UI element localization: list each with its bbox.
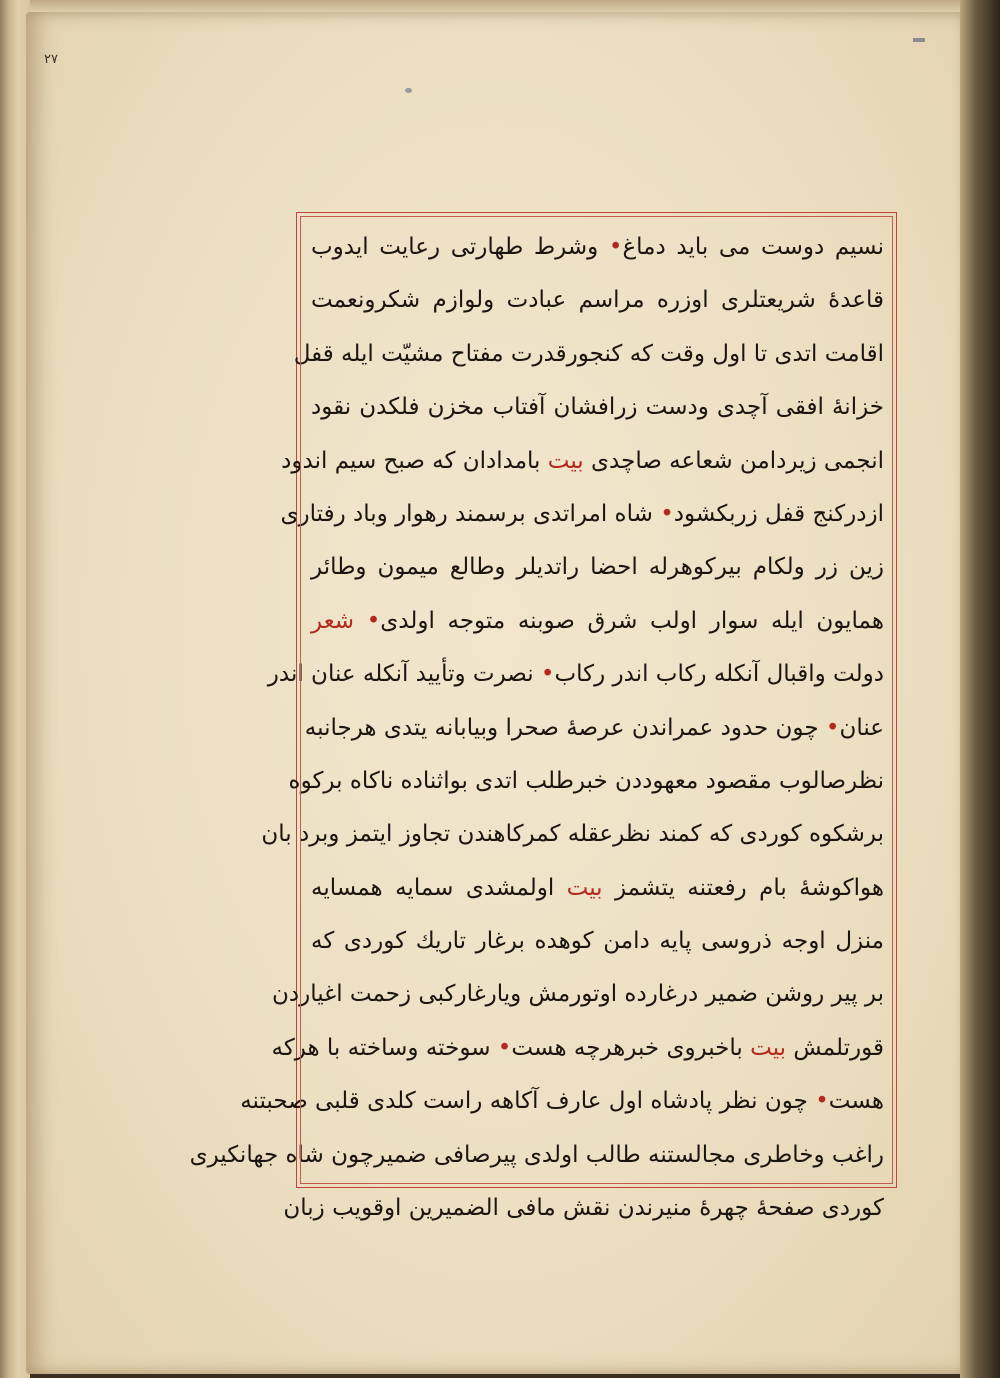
text-line [189, 1129, 884, 1182]
line-text: چون حدود عمراندن عرصهٔ صحرا وبیابانه یتدی هرجانبه [304, 714, 826, 741]
line-text: خزانهٔ افقی آچدی ودست زرافشان آفتاب مخزن فلکدن نقود [311, 394, 884, 421]
line-text: سوخته وساخته با هرکه [271, 1034, 498, 1061]
text-line [311, 381, 884, 434]
line-text: نسیم دوست می باید دماغ [622, 234, 884, 260]
line-text: زین زر ولکام بیرکوهرله احضا راتدیلر وطالع میمون وطائر [311, 554, 884, 581]
text-line [280, 488, 884, 541]
text-line [311, 274, 884, 327]
line-text: شاه امراتدی برسمند رهوار وباد رفتاری [280, 500, 661, 527]
text-line [311, 915, 884, 968]
rubric-text: بیت [750, 1034, 787, 1061]
line-text: راغب وخاطری مجالستنه طالب اولدی پیرصافی ضمیرچون شاه جهانکیری [189, 1141, 884, 1168]
rubric-text: • [815, 1088, 829, 1115]
line-text: منزل اوجه ذروسی پایه دامن کوهده برغار تاریك کوردی که [311, 928, 884, 955]
text-frame [189, 212, 897, 1222]
text-line [311, 221, 884, 274]
text-line [311, 862, 884, 915]
folio-number: ٢٧ [44, 52, 58, 67]
text-line [304, 702, 884, 755]
line-text: عنان [839, 714, 884, 741]
line-text: اقامت اتدی تا اول وقت که کنجورقدرت مفتاح مشیّت ایله قفل [293, 340, 884, 367]
rubric-text: • [660, 500, 674, 527]
line-text: بامدادان که صبح سیم اندود [281, 447, 548, 474]
text-line [267, 648, 884, 701]
rubric-text: بیت [547, 447, 584, 474]
line-text: باخبروی خبرهرچه هست [511, 1034, 751, 1061]
line-text: نظرصالوب مقصود معهوددن خبرطلب اتدی بواثناده ناکاه برکوه [288, 767, 884, 794]
binding-gutter [960, 0, 1000, 1378]
text-line [311, 595, 884, 648]
line-text: وشرط طهارتی رعایت ایدوب [311, 234, 609, 260]
rubric-text: • [608, 234, 623, 260]
text-line [271, 968, 884, 1021]
rubric-text: • [540, 661, 555, 688]
rubric-text: • [497, 1034, 512, 1061]
text-line [281, 435, 884, 488]
text-line [271, 1022, 884, 1075]
text-line [293, 328, 884, 381]
rubric-text: • شعر [311, 607, 381, 634]
line-text: قورتلمش [786, 1034, 884, 1061]
line-text: قاعدهٔ شریعتلری اوزره مراسم عبادت ولوازم شکرونعمت [311, 287, 884, 314]
line-text: هواکوشهٔ بام رفعتنه یتشمز [602, 874, 884, 901]
line-text: دولت واقبال آنکله رکاب اندر رکاب [554, 661, 884, 688]
text-line [240, 1075, 884, 1128]
line-text: بر پیر روشن ضمیر درغارده اوتورمش ویارغارکبی زحمت اغیاردن [271, 981, 884, 1008]
line-text: انجمی زیردامن شعاعه صاچدی [583, 447, 884, 474]
ink-spot [405, 88, 412, 93]
text-line [283, 1182, 884, 1235]
text-line [311, 541, 884, 594]
rubric-text: • [825, 714, 840, 741]
line-text: اولمشدی سمایه همسایه [311, 874, 567, 901]
line-text: نصرت وتأیید آنکله عنان اندر [267, 661, 541, 688]
line-text: برشکوه کوردی که کمند نظرعقله کمرکاهندن تجاوز ایتمز وبرد بان [261, 821, 884, 848]
text-line [288, 755, 884, 808]
text-block [189, 221, 884, 1222]
line-text: هست [828, 1088, 884, 1115]
line-text: ازدرکنج قفل زربکشود [673, 500, 884, 527]
rubric-text: بیت [566, 874, 603, 901]
ink-mark [913, 38, 925, 42]
line-text: چون نظر پادشاه اول عارف آکاهه راست کلدی قلبی صحبتنه [240, 1088, 816, 1115]
line-text: کوردی صفحهٔ چهرهٔ منیرندن نقش مافی الضمیرین اوقویب زبان [283, 1195, 884, 1222]
text-line [261, 808, 884, 861]
line-text: همایون ایله سوار اولب شرق صوبنه متوجه اولدی [380, 607, 884, 634]
